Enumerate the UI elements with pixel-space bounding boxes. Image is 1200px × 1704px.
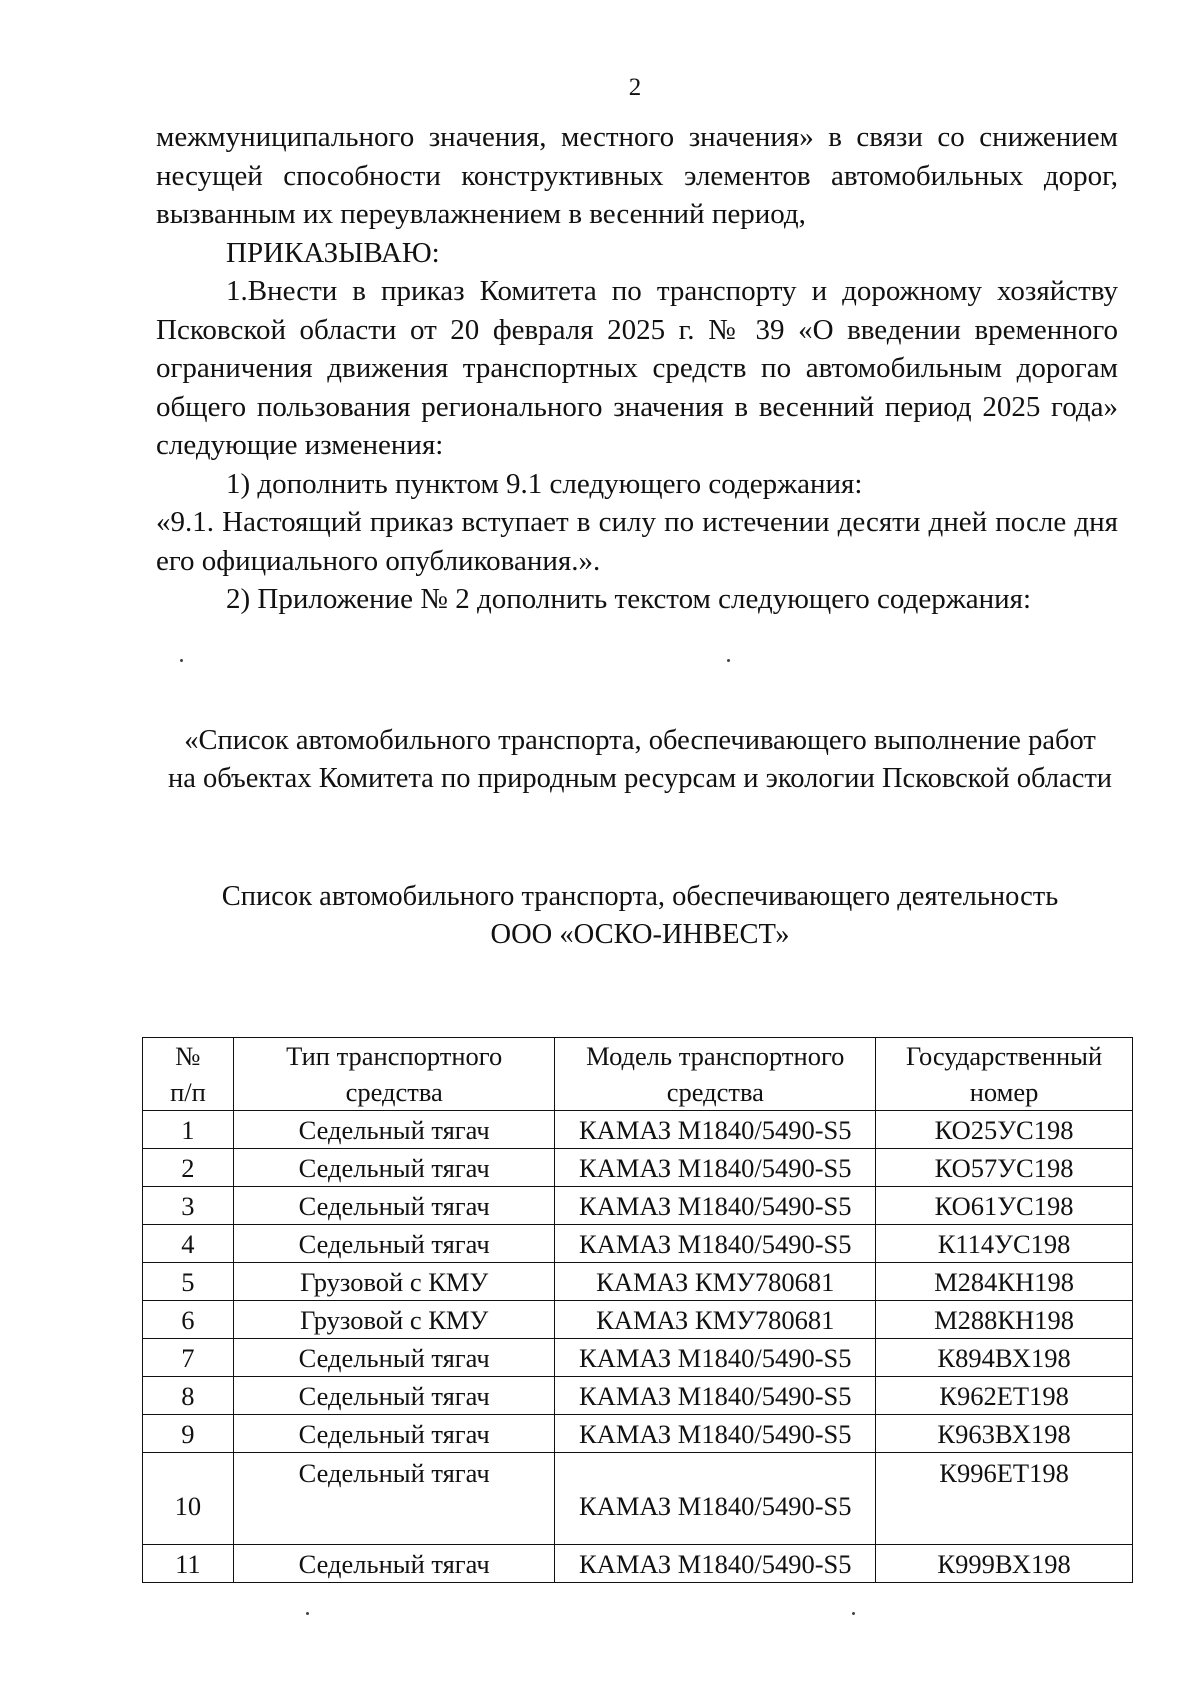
point-1: 1.Внести в приказ Комитета по транспорту и дорожному хозяйству Псковской области от 20 февраля 2025 г. № 39 «О введении временного ограничения движения транспортных средств по автомобильным дорогам общего пользования регионального значения в весенний период 2025 года» следующие изменения: <box>156 275 1118 461</box>
header-model <box>555 1038 876 1111</box>
header-type-line-1: Тип транспортного <box>286 1041 503 1071</box>
row-model: КАМАЗ М1840/5490-S5 <box>555 1339 876 1377</box>
header-plate <box>876 1038 1133 1111</box>
row-num: 10 <box>143 1453 234 1545</box>
row-num: 11 <box>143 1545 234 1583</box>
row-type: Седельный тягач <box>233 1415 555 1453</box>
list-heading-line-2: на объектах Комитета по природным ресурсам и экологии Псковской области <box>167 763 1113 794</box>
row-num: 9 <box>143 1415 234 1453</box>
row-plate: К894ВХ198 <box>876 1339 1133 1377</box>
row-type: Седельный тягач <box>233 1187 555 1225</box>
header-type <box>233 1038 555 1111</box>
table-row <box>143 1263 1133 1301</box>
subpoint-1: 1) дополнить пунктом 9.1 следующего содержания: <box>226 467 863 500</box>
list-heading-line-1: «Список автомобильного транспорта, обеспечивающего выполнение работ <box>184 725 1096 756</box>
table-row <box>143 1377 1133 1415</box>
row-model: КАМАЗ М1840/5490-S5 <box>555 1225 876 1263</box>
vehicle-table <box>142 1037 1133 1583</box>
row-type: Седельный тягач <box>233 1225 555 1263</box>
intro-line-3: вызванным их переувлажнением в весенний период, <box>156 198 806 230</box>
header-num-line-2: п/п <box>170 1077 206 1107</box>
scan-speck <box>852 1612 855 1615</box>
row-plate: К999ВХ198 <box>876 1545 1133 1583</box>
header-type-line-2: средства <box>345 1077 443 1107</box>
row-num: 1 <box>143 1111 234 1149</box>
order-body <box>156 118 1118 619</box>
header-plate-line-2: номер <box>969 1077 1039 1107</box>
table-row <box>143 1187 1133 1225</box>
row-model: КАМАЗ М1840/5490-S5 <box>555 1377 876 1415</box>
table-row <box>143 1149 1133 1187</box>
row-plate: КО57УС198 <box>876 1149 1133 1187</box>
table-header-row <box>143 1038 1133 1111</box>
intro-line-2: несущей способности конструктивных элементов автомобильных дорог, <box>156 159 1118 192</box>
row-model: КАМАЗ М1840/5490-S5 <box>555 1111 876 1149</box>
row-plate: К962ЕТ198 <box>876 1377 1133 1415</box>
table-row <box>143 1225 1133 1263</box>
company-heading <box>150 878 1130 954</box>
list-heading <box>150 722 1130 798</box>
row-plate: М288КН198 <box>876 1301 1133 1339</box>
quoted-point-9-1: «9.1. Настоящий приказ вступает в силу по истечении десяти дней после дня его официального опубликования.». <box>156 506 1118 577</box>
row-model: КАМАЗ М1840/5490-S5 <box>555 1453 876 1545</box>
row-type: Седельный тягач <box>233 1149 555 1187</box>
row-model: КАМАЗ КМУ780681 <box>555 1301 876 1339</box>
row-type: Седельный тягач <box>233 1339 555 1377</box>
header-plate-line-1: Государственный <box>905 1041 1103 1071</box>
row-num: 3 <box>143 1187 234 1225</box>
row-num: 5 <box>143 1263 234 1301</box>
row-num: 6 <box>143 1301 234 1339</box>
table-row <box>143 1301 1133 1339</box>
row-type: Грузовой с КМУ <box>233 1301 555 1339</box>
table-row <box>143 1339 1133 1377</box>
subpoint-2: 2) Приложение № 2 дополнить текстом следующего содержания: <box>226 583 1032 615</box>
scan-speck <box>306 1612 309 1615</box>
row-plate: К114УС198 <box>876 1225 1133 1263</box>
order-word: ПРИКАЗЫВАЮ: <box>226 236 440 269</box>
header-num-line-1: № <box>175 1041 201 1071</box>
scan-speck <box>180 659 183 662</box>
table-row <box>143 1453 1133 1545</box>
row-plate: КО61УС198 <box>876 1187 1133 1225</box>
row-type: Грузовой с КМУ <box>233 1263 555 1301</box>
row-model: КАМАЗ КМУ780681 <box>555 1263 876 1301</box>
row-plate: КО25УС198 <box>876 1111 1133 1149</box>
row-num: 4 <box>143 1225 234 1263</box>
row-plate: М284КН198 <box>876 1263 1133 1301</box>
row-plate: К963ВХ198 <box>876 1415 1133 1453</box>
row-plate: К996ЕТ198 <box>876 1453 1133 1545</box>
scan-speck <box>727 659 730 662</box>
header-model-line-2: средства <box>666 1077 764 1107</box>
row-model: КАМАЗ М1840/5490-S5 <box>555 1415 876 1453</box>
table-row <box>143 1415 1133 1453</box>
row-num: 8 <box>143 1377 234 1415</box>
row-model: КАМАЗ М1840/5490-S5 <box>555 1149 876 1187</box>
table-row <box>143 1111 1133 1149</box>
page-number: 2 <box>628 74 642 101</box>
row-num: 2 <box>143 1149 234 1187</box>
header-model-line-1: Модель транспортного <box>586 1041 845 1071</box>
row-num: 7 <box>143 1339 234 1377</box>
company-heading-line-2: ООО «ОСКО-ИНВЕСТ» <box>490 919 790 950</box>
row-type: Седельный тягач <box>233 1111 555 1149</box>
row-type: Седельный тягач <box>233 1453 555 1545</box>
row-type: Седельный тягач <box>233 1377 555 1415</box>
intro-line-1: межмуниципального значения, местного значения» в связи со снижением <box>156 121 1118 153</box>
header-num <box>143 1038 234 1111</box>
company-heading-line-1: Список автомобильного транспорта, обеспечивающего деятельность <box>221 881 1059 912</box>
row-type: Седельный тягач <box>233 1545 555 1583</box>
table-row <box>143 1545 1133 1583</box>
row-model: КАМАЗ М1840/5490-S5 <box>555 1545 876 1583</box>
row-model: КАМАЗ М1840/5490-S5 <box>555 1187 876 1225</box>
